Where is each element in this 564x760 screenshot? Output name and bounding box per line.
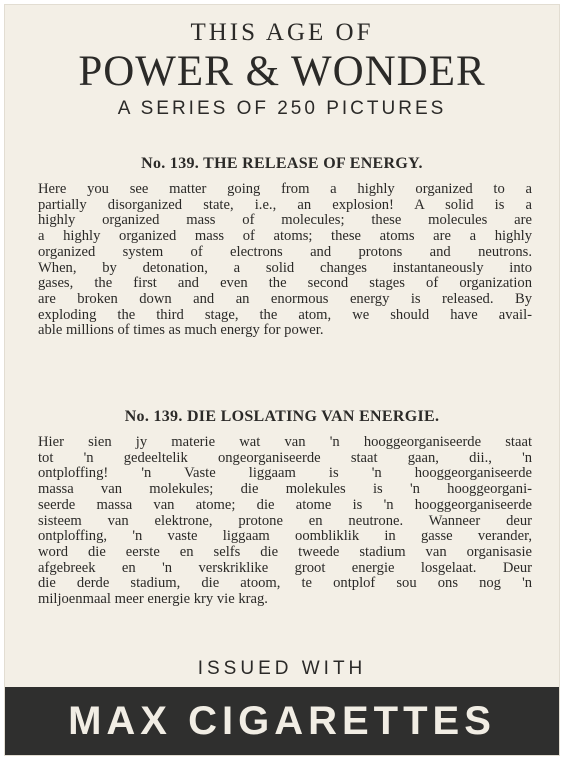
english-line: organized system of electrons and protons and neutrons. [38, 243, 532, 260]
afrikaans-line: massa van molekules; die molekules is 'n hooggeorgani- [38, 481, 532, 498]
afrikaans-line: miljoenmaal meer energie kry vie krag. [38, 591, 268, 608]
afrikaans-line: seerde massa van atome; die atome is 'n hooggeorganiseerde [38, 496, 532, 513]
afrikaans-body [38, 435, 532, 608]
issued-with-label: ISSUED WITH [197, 658, 367, 679]
english-line: highly organized mass of molecules; these molecules are [38, 212, 532, 229]
english-line: able millions of times as much energy for power. [38, 322, 324, 339]
series-title: POWER & WONDER [78, 48, 486, 95]
cigarette-card [5, 5, 559, 755]
english-line: gases, the first and even the second stages of organization [38, 275, 532, 292]
english-line: partially disorganized state, i.e., an explosion! A solid is a [38, 196, 532, 213]
brand-name: MAX CIGARETTES [68, 698, 496, 743]
card-header [5, 19, 559, 121]
afrikaans-line: sisteem van elektrone, protone en neutrone. Wanneer deur [38, 512, 532, 529]
afrikaans-line: ontploffing! 'n Vaste liggaam is 'n hooggeorganiseerde [38, 465, 532, 482]
english-line: When, by detonation, a solid changes instantaneously into [38, 259, 532, 276]
afrikaans-line: ontploffing, 'n vaste liggaam oombliklik in gasse verander, [38, 528, 532, 545]
brand-banner [5, 687, 559, 755]
english-line: Here you see matter going from a highly organized to a [38, 181, 532, 197]
afrikaans-title: No. 139. DIE LOSLATING VAN ENERGIE. [124, 408, 440, 425]
english-title: No. 139. THE RELEASE OF ENERGY. [141, 155, 423, 172]
series-subtitle: A SERIES OF 250 PICTURES [117, 98, 447, 119]
afrikaans-line: word die eerste en selfs die tweede stadium van organisasie [38, 543, 532, 560]
afrikaans-line: afgebreek en 'n verskriklike groot energie losgelaat. Deur [38, 559, 532, 576]
english-body [38, 182, 532, 339]
english-line: exploding the third stage, the atom, we should have avail- [38, 306, 532, 323]
afrikaans-line: tot 'n gedeeltelik ongeorganiseerde staat gaan, dii., 'n [38, 449, 532, 466]
afrikaans-line: die derde stadium, die atoom, te ontplof sou ons nog 'n [38, 575, 532, 592]
english-line: a highly organized mass of atoms; these atoms are a highly [38, 228, 532, 245]
series-heading-line1: THIS AGE OF [190, 19, 374, 46]
afrikaans-line: Hier sien jy materie wat van 'n hooggeorganiseerde staat [38, 434, 532, 450]
english-line: are broken down and an enormous energy is released. By [38, 290, 532, 307]
